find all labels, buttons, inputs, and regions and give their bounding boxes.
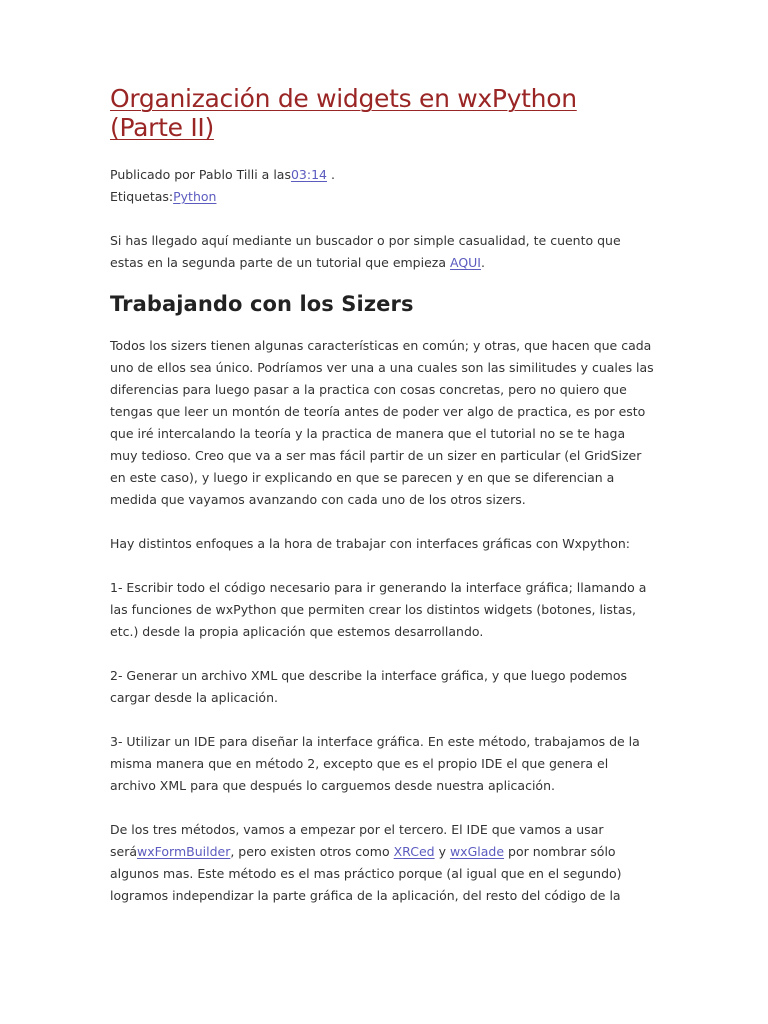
intro-end: . bbox=[481, 255, 485, 270]
xrced-link[interactable]: XRCed bbox=[393, 844, 435, 859]
post-title-link[interactable]: Organización de widgets en wxPython (Parte II) bbox=[110, 84, 577, 142]
paragraph-approaches: Hay distintos enfoques a la hora de trabajar con interfaces gráficas con Wxpython: bbox=[110, 536, 630, 551]
label-python-link[interactable]: Python bbox=[173, 189, 217, 204]
method-1: 1- Escribir todo el código necesario para ir generando la interface gráfica; llamando a las funciones de wxPython que permiten crear los distintos widgets (botones, listas, etc.) desde la propia aplicación que estemos desarrollando. bbox=[110, 580, 647, 639]
wxglade-link[interactable]: wxGlade bbox=[449, 844, 505, 859]
section-heading: Trabajando con los Sizers bbox=[110, 292, 414, 316]
aqui-link[interactable]: AQUI bbox=[449, 255, 481, 270]
post-title bbox=[110, 84, 655, 142]
published-line bbox=[110, 164, 655, 186]
wxformbuilder-link[interactable]: wxFormBuilder bbox=[137, 844, 231, 859]
ide-text-3: y bbox=[434, 844, 450, 859]
published-suffix: . bbox=[327, 167, 335, 182]
post-body bbox=[110, 230, 655, 907]
blog-post bbox=[110, 84, 655, 907]
labels-line bbox=[110, 186, 655, 208]
ide-text-1: De los tres métodos, vamos a empezar por el tercero. El IDE que vamos a usar será bbox=[110, 822, 604, 859]
method-3: 3- Utilizar un IDE para diseñar la interface gráfica. En este método, trabajamos de la misma manera que en método 2, excepto que es el propio IDE el que genera el archivo XML para que después lo carguemos desde nuestra aplicación. bbox=[110, 734, 640, 793]
labels-prefix: Etiquetas: bbox=[110, 189, 174, 204]
paragraph-ide bbox=[110, 819, 655, 907]
ide-text-2: , pero existen otros como bbox=[230, 844, 394, 859]
post-time-link[interactable]: 03:14 bbox=[290, 167, 327, 182]
intro-paragraph bbox=[110, 230, 655, 274]
method-2: 2- Generar un archivo XML que describe la interface gráfica, y que luego podemos cargar desde la aplicación. bbox=[110, 668, 627, 705]
published-by-text: Publicado por Pablo Tilli a las bbox=[110, 167, 291, 182]
paragraph-sizers: Todos los sizers tienen algunas características en común; y otras, que hacen que cada uno de ellos sea único. Podríamos ver una a una cuales son las similitudes y cuales las diferencias para luego pasar a la practica con cosas concretas, pero no quiero que tengas que leer un montón de teoría antes de poder ver algo de practica, es por esto que iré intercalando la teoría y la practica de manera que el tutorial no se te haga muy tedioso. Creo que va a ser mas fácil partir de un sizer en particular (el GridSizer en este caso), y luego ir explicando en que se parecen y en que se diferencian a medida que vayamos avanzando con cada uno de los otros sizers. bbox=[110, 338, 654, 507]
post-meta bbox=[110, 164, 655, 208]
ide-text-4: por nombrar sólo algunos mas. Este método es el mas práctico porque (al igual que en el segundo) logramos independizar la parte gráfica de la aplicación, del resto del código de la bbox=[110, 844, 622, 903]
intro-text: Si has llegado aquí mediante un buscador o por simple casualidad, te cuento que estas en la segunda parte de un tutorial que empieza bbox=[110, 233, 621, 270]
